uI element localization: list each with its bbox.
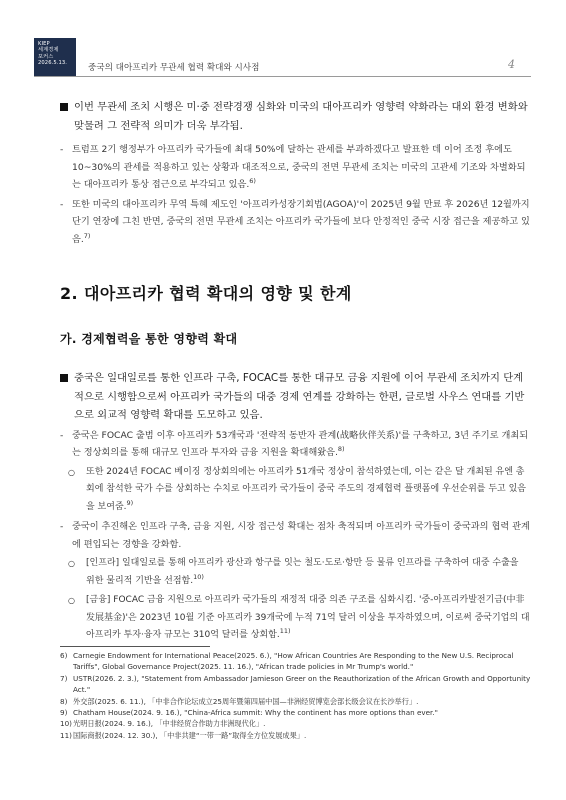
running-header-title: 중국의 대아프리카 무관세 협력 확대와 시사점 (88, 63, 260, 73)
dash-paragraph (60, 518, 530, 553)
circle-paragraph (60, 464, 530, 517)
circle-paragraph (60, 592, 530, 645)
paragraph-text: 중국은 FOCAC 출범 이후 아프리카 53개국과 '전략적 동반자 관계(战略伙伴关系)'를 구축하고, 3년 주기로 개최되는 정상회의를 통해 대규모 인프라 투자와 금융 지원을 확대해왔음. (72, 429, 529, 458)
paragraph-text: 중국이 추진해온 인프라 구축, 금융 지원, 시장 접근성 확대는 점차 축적되며 아프리카 국가들이 중국과의 협력 관계에 편입되는 경향을 강화함. (72, 521, 530, 550)
badge-line: 세계경제 (38, 47, 59, 54)
bullet-paragraph (60, 369, 530, 425)
footnote-ref[interactable]: 11) (279, 627, 291, 635)
footnote-ref[interactable]: 8) (337, 444, 345, 453)
footnote-ref[interactable]: 7) (83, 231, 91, 240)
subsection-heading: 가. 경제협력을 통한 영향력 확대 (60, 332, 238, 346)
paragraph-text: 트럼프 2기 행정부가 아프리카 국가들에 최대 50%에 달하는 관세를 부과하겠다고 발표한 데 이어 조정 후에도 10~30%의 관세를 적용하고 있는 상황과 대조적으로, 중국의 전면 무관세 조치는 미국의 고관세 기조와 차별화되는 대아프리카 통상 접근으로 부각되고 있음. (72, 144, 526, 190)
paragraph-text: 또한 2024년 FOCAC 베이징 정상회의에는 아프리카 51개국 정상이 참석하였는데, 이는 같은 달 개최된 유엔 총회에 참석한 국가 수를 상회하는 수치로 아프리카 국가들이 중국 주도의 경제협력 플랫폼에 우선순위를 두고 있음을 보여줌. (86, 466, 526, 512)
footnote (60, 673, 532, 696)
paragraph-text: [금융] FOCAC 금융 지원으로 아프리카 국가들의 재정적 대중 의존 구조를 심화시킴. '중-아프리카발전기금(中非发展基金)'은 2023년 10월 기준 아프리카 39개국에 누적 71억 달러 이상을 투자하였으며, 이로써 중국기업의 대아프리카 투자·융자 규모는 310억 달러를 상회함. (86, 595, 530, 640)
page-body (60, 86, 530, 645)
section-heading: 2. 대아프리카 협력 확대의 영향 및 한계 (60, 284, 352, 303)
footnote-text: USTR(2026. 2. 3.), "Statement from Ambassador Jamieson Greer on the Reauthorization of the African Growth and Opportunity Act." (73, 673, 531, 695)
footnote-ref[interactable]: 10) (193, 572, 204, 581)
badge-line: 포커스 (38, 53, 54, 60)
footnote-number: 9) (60, 708, 68, 718)
footnote-text: 外交部(2025. 6. 11.), 「中非合作论坛成立25周年暨第四届中国—非洲经贸博览会部长级会议在长沙举行」. (73, 696, 419, 706)
footnote (60, 696, 532, 707)
footnote (60, 650, 532, 673)
footnotes (60, 650, 532, 741)
footnote-text: Carnegie Endowment for International Peace(2025. 6.), "How African Countries Are Responding to the New U.S. Reciprocal Tariffs", Global Governance Project(2025. 11. 16.), "African trade policies in Mr Trump's world." (73, 651, 514, 672)
square-bullet-icon (60, 103, 68, 111)
footnote-number: 8) (60, 696, 68, 706)
dash-marker-icon: - (60, 429, 64, 441)
circle-marker-icon: ○ (68, 596, 75, 605)
dash-paragraph (60, 141, 530, 194)
dash-paragraph (60, 427, 530, 462)
footnote-number: 11) (60, 730, 72, 740)
footnote-ref[interactable]: 6) (249, 176, 256, 185)
dash-marker-icon: - (60, 521, 64, 532)
dash-paragraph (60, 196, 530, 249)
paragraph-text: 또한 미국의 대아프리카 무역 특혜 제도인 '아프리카성장기회법(AGOA)'이 2025년 9월 만료 후 2026년 12월까지 단기 연장에 그친 반면, 중국의 전면 무관세 조치는 아프리카 국가들에 보다 안정적인 중국 시장 접근을 제공하고 있음. (72, 198, 530, 245)
footnote-divider (60, 646, 210, 647)
footnote-number: 7) (60, 673, 68, 683)
footnote-text: 光明日报(2024. 9. 16.), 「中非经贸合作助力非洲现代化」. (73, 719, 266, 729)
square-bullet-icon (60, 374, 68, 382)
badge-line: KIEP (38, 41, 50, 47)
footnote-number: 6) (60, 651, 68, 660)
header-divider (34, 76, 531, 77)
publication-badge (34, 38, 76, 76)
circle-marker-icon: ○ (68, 467, 75, 477)
dash-marker-icon: - (60, 144, 64, 155)
page-number: 4 (508, 58, 515, 71)
footnote-text: 国际商报(2024. 12. 30.), 「中非共建“一带一路”取得全方位发展成果」. (73, 730, 307, 740)
paragraph-text: 이번 무관세 조치 시행은 미·중 전략경쟁 심화와 미국의 대아프리카 영향력 약화라는 대외 환경 변화와 맞물려 그 전략적 의미가 더욱 부각됨. (74, 101, 528, 132)
footnote (60, 707, 532, 718)
paragraph-text: [인프라] 일대일로를 통해 아프리카 광산과 항구를 잇는 철도·도로·항만 등 물류 인프라를 구축하여 대중 수출을 위한 물리적 기반을 선점함. (86, 558, 519, 586)
footnote-ref[interactable]: 9) (126, 498, 134, 507)
dash-marker-icon: - (60, 198, 64, 210)
circle-marker-icon: ○ (68, 559, 75, 568)
footnote (60, 730, 532, 741)
bullet-paragraph (60, 98, 530, 135)
circle-paragraph (60, 555, 530, 590)
footnote-text: Chatham House(2024. 9. 16.), "China-Africa summit: Why the continent has more options than ever." (73, 708, 438, 718)
badge-line: 2026.5.13. (38, 60, 68, 67)
footnote (60, 718, 532, 729)
paragraph-text: 중국은 일대일로를 통한 인프라 구축, FOCAC를 통한 대규모 금융 지원에 이어 무관세 조치까지 단계적으로 시행함으로써 아프리카 국가들의 대중 경제 연계를 강화하는 한편, 글로벌 사우스 연대를 기반으로 외교적 영향력 확대를 도모하고 있음. (74, 372, 525, 421)
footnote-number: 10) (60, 719, 72, 729)
